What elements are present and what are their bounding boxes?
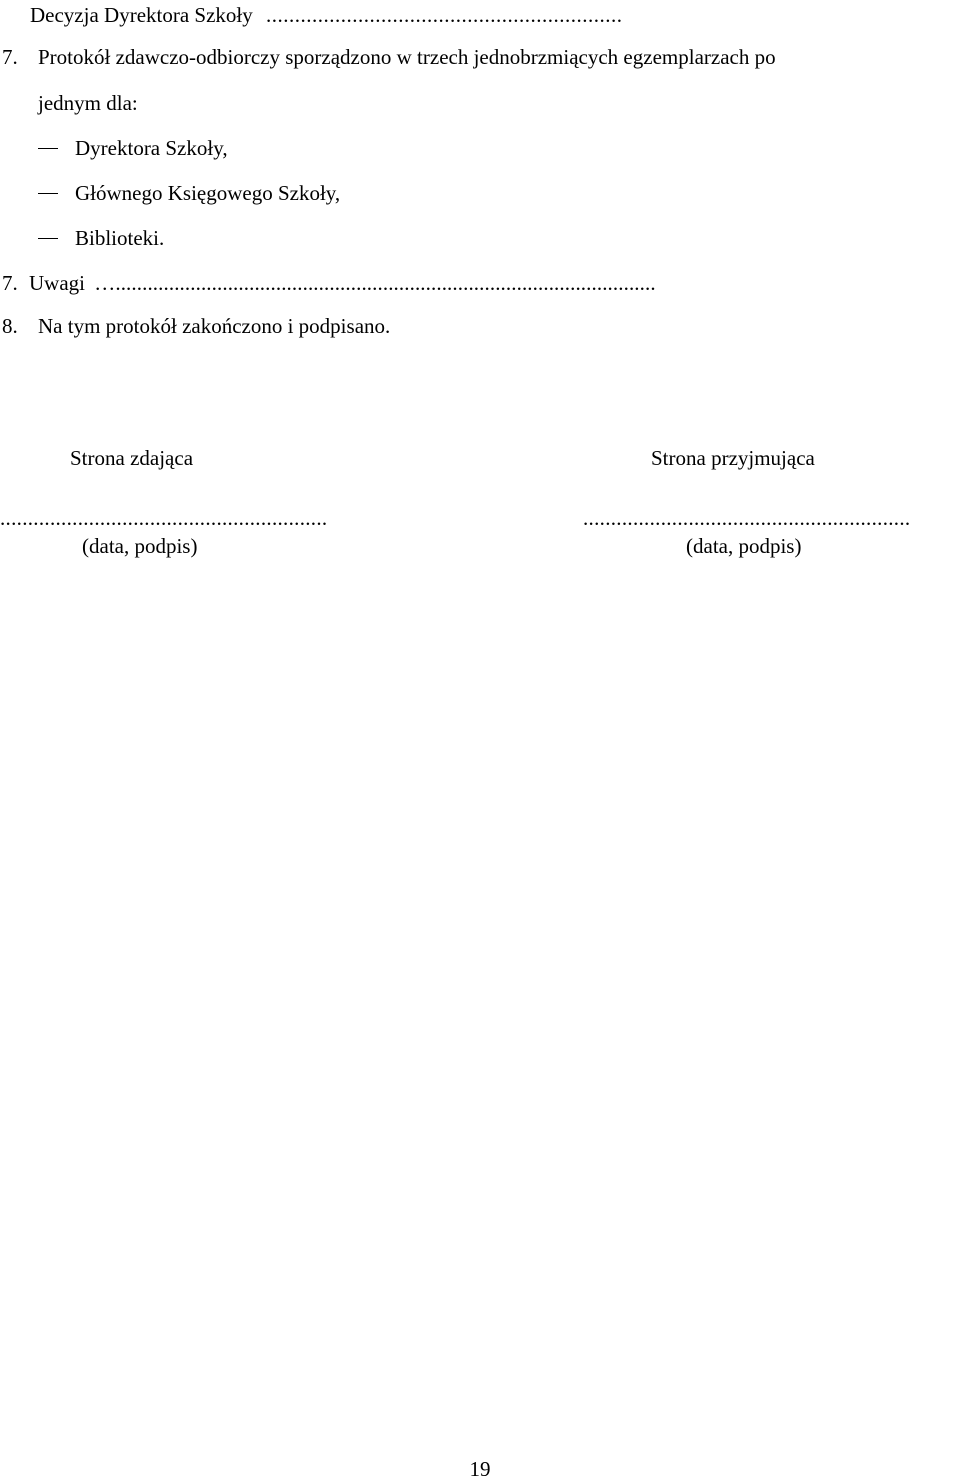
page-number: 19 [469, 1457, 491, 1481]
signature-left-title: Strona zdająca [70, 446, 194, 470]
dash-bullet-icon [38, 148, 58, 149]
recipient-label: Biblioteki. [75, 226, 165, 250]
decision-line [30, 2, 623, 28]
dash-bullet-icon [38, 193, 58, 194]
item8-text: Na tym protokół zakończono i podpisano. [38, 314, 391, 338]
dash-bullet-icon [38, 238, 58, 239]
remarks-number: 7. [2, 271, 18, 295]
recipient-label: Głównego Księgowego Szkoły, [75, 181, 341, 205]
decision-label: Decyzja Dyrektora Szkoły [30, 3, 253, 27]
signature-right-dots: ........................................................... [583, 506, 911, 530]
item7-number: 7. [2, 45, 18, 69]
signature-right-caption: (data, podpis) [686, 534, 802, 558]
signature-left-caption: (data, podpis) [82, 534, 198, 558]
signature-right-title: Strona przyjmująca [651, 446, 815, 470]
item8-number: 8. [2, 314, 18, 338]
remarks-line [2, 270, 656, 296]
remarks-label: Uwagi [29, 271, 85, 295]
signature-left-dots: ........................................................... [0, 506, 328, 530]
remarks-dots: …..................................................................................................... [94, 271, 656, 295]
item7-text-line1: Protokół zdawczo-odbiorczy sporządzono w trzech jednobrzmiących egzemplarzach po [38, 45, 776, 69]
recipient-label: Dyrektora Szkoły, [75, 136, 228, 160]
item7-text-line2: jednym dla: [38, 91, 138, 115]
decision-dots: .............................................................. [266, 3, 623, 27]
